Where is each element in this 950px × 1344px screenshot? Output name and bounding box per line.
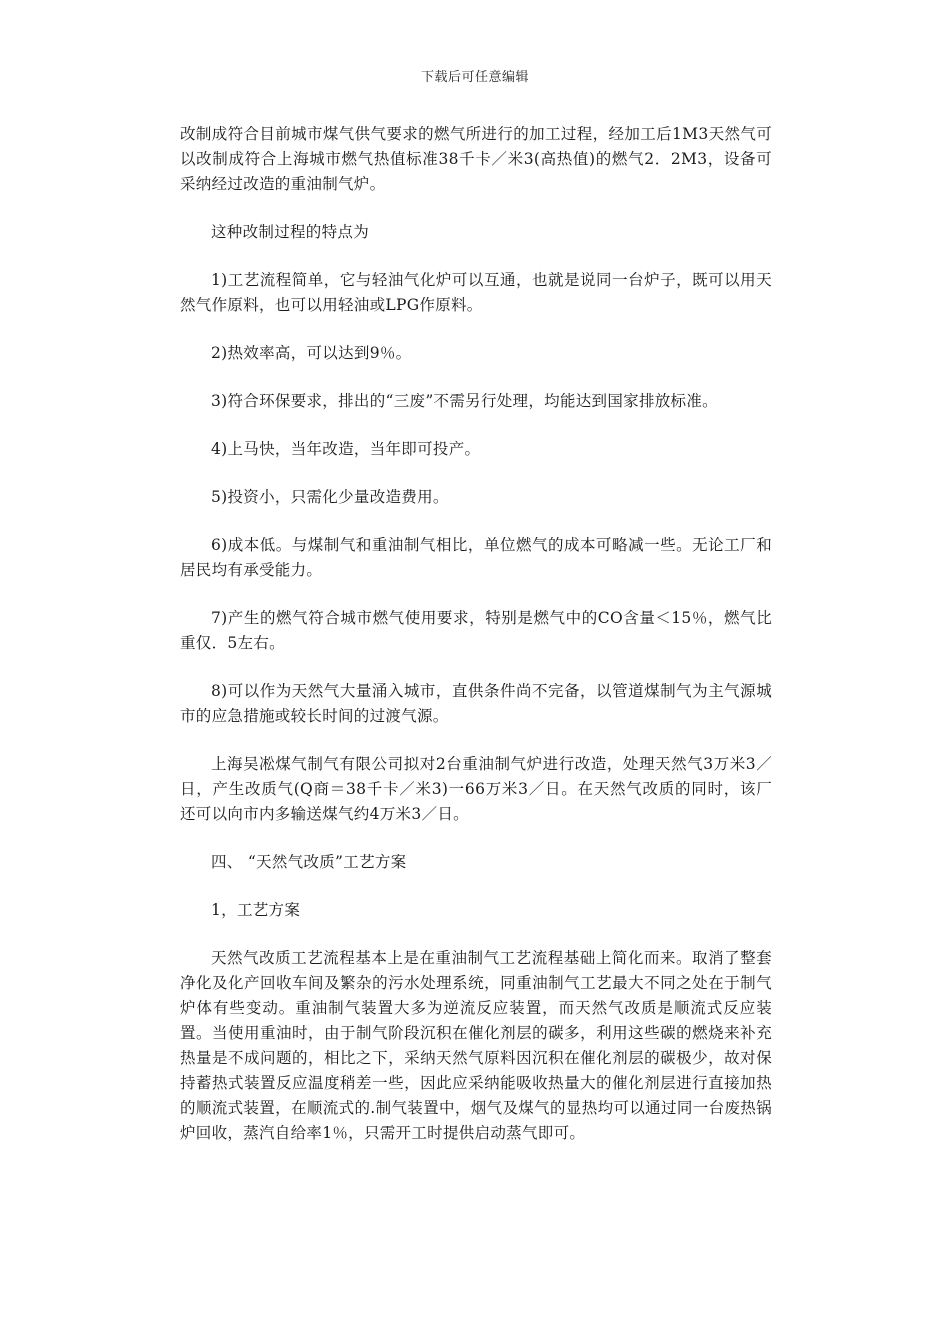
paragraph-feature-8: 8)可以作为天然气大量涌入城市，直供条件尚不完备，以管道煤制气为主气源城市的应急措施或较长时间的过渡气源。 bbox=[180, 682, 772, 725]
page-header: 下载后可任意编辑 bbox=[420, 70, 529, 85]
paragraph-feature-4: 4)上马快，当年改造，当年即可投产。 bbox=[211, 440, 481, 458]
paragraph-feature-5: 5)投资小，只需化少量改造费用。 bbox=[211, 488, 449, 506]
paragraph-feature-6: 6)成本低。与煤制气和重油制气相比，单位燃气的成本可略减一些。无论工厂和居民均有承受能力。 bbox=[180, 536, 772, 579]
document-body bbox=[180, 122, 772, 1169]
paragraph-feature-2: 2)热效率高，可以达到9％。 bbox=[211, 344, 412, 362]
paragraph-feature-3: 3)符合环保要求，排出的“三废”不需另行处理，均能达到国家排放标准。 bbox=[211, 392, 718, 410]
paragraph-feature-1: 1)工艺流程简单，它与轻油气化炉可以互通，也就是说同一台炉子，既可以用天然气作原料，也可以用轻油或LPG作原料。 bbox=[180, 271, 772, 314]
paragraph-process-description: 天然气改质工艺流程基本上是在重油制气工艺流程基础上简化而来。取消了整套净化及化产回收车间及繁杂的污水处理系统，同重油制气工艺最大不同之处在于制气炉体有些变动。重油制气装置大多为逆流反应装置，而天然气改质是顺流式反应装置。当使用重油时，由于制气阶段沉积在催化剂层的碳多，利用这些碳的燃烧来补充热量是不成问题的，相比之下，采纳天然气原料因沉积在催化剂层的碳极少，故对保持蓄热式装置反应温度稍差一些，因此应采纳能吸收热量大的催化剂层进行直接加热的顺流式装置，在顺流式的.制气装置中，烟气及煤气的显热均可以通过同一台废热锅炉回收，蒸汽自给率1％，只需开工时提供启动蒸气即可。 bbox=[180, 949, 772, 1142]
paragraph-company-plan: 上海吴凇煤气制气有限公司拟对2台重油制气炉进行改造，处理天然气3万米3／日，产生改质气(Q商＝38千卡／米3)一66万米3／日。在天然气改质的同时，该厂还可以向市内多输送煤气约4万米3／日。 bbox=[180, 755, 772, 823]
paragraph-feature-7: 7)产生的燃气符合城市燃气使用要求，特别是燃气中的CO含量＜15％，燃气比重仅．5左右。 bbox=[180, 609, 772, 652]
subsection-heading-1: 1，工艺方案 bbox=[211, 901, 301, 919]
paragraph-intro: 改制成符合目前城市煤气供气要求的燃气所进行的加工过程，经加工后1M3天然气可以改制成符合上海城市燃气热值标准38千卡／米3(高热值)的燃气2．2M3，设备可采纳经过改造的重油制气炉。 bbox=[180, 125, 772, 193]
section-heading-4: 四、 “天然气改质”工艺方案 bbox=[211, 853, 407, 871]
paragraph-features-heading: 这种改制过程的特点为 bbox=[211, 223, 370, 241]
